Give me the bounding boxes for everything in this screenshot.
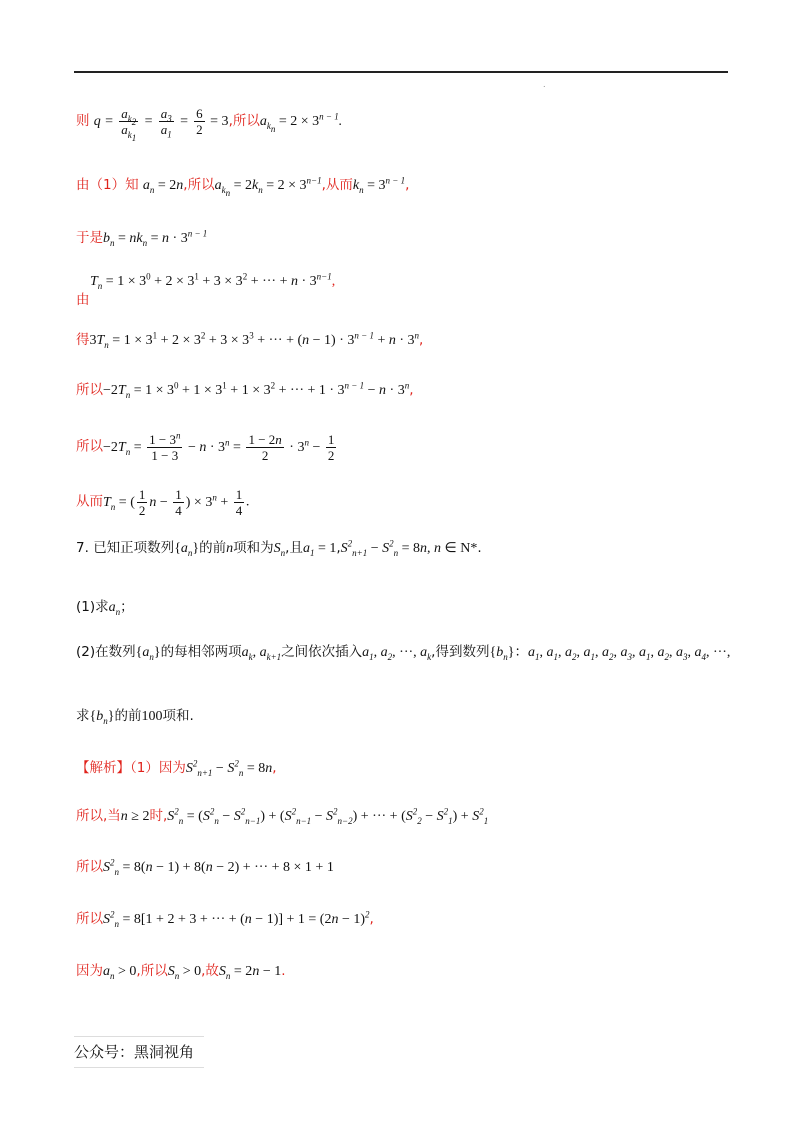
math-an: $a_n = 2n$ <box>142 178 184 195</box>
math-3tn: $3T_n = 1 \times 3^1 + 2 \times 3^2 + 3 \times 3^3$ + ··· + $(n - 1) \cdot 3^{n - 1} + n \cdot 3^n$ <box>89 330 420 350</box>
math-akn-2kn: $a_{k_n} = 2k_n = 2 \times 3^{n-1}$ <box>214 175 322 198</box>
math-kn: $k_n = 3^{n - 1}$ <box>352 175 406 195</box>
line-sum-formula: 所以$-2T_n$ = $\frac{1 - 3^n}{1 - 3}$ − $n \cdot 3^n$ = $\frac{1 - 2n}{2}$ · $3^n$ − $\frac{1}{2}$ <box>76 432 338 463</box>
math-bn: $b_n = nk_n = n \cdot 3^{n - 1}$ <box>103 228 208 248</box>
solution-line-1: 【解析】（1）因为$S^2_{n+1} - S^2_n = 8n$, <box>76 758 277 778</box>
line-bn: 于是$b_n = nk_n = n \cdot 3^{n - 1}$ <box>76 228 208 248</box>
solution-line-5: 因为$a_n > 0$,所以$S_n > 0$,故$S_n = 2n - 1$. <box>76 963 286 981</box>
math-q: q = $\frac{a_{k_2}}{a_{k_1}}$ = $\frac{a_3}{a_1}$ = $\frac{6}{2}$ = 3 <box>93 106 229 143</box>
math-minus2tn: $-2T_n = 1 \times 3^0 + 1 \times 3^1 + 1 \times 3^2$ + ··· + $1 \cdot 3^{n - 1} - n \cdot 3^n$ <box>103 380 410 400</box>
line-3tn: 得$3T_n = 1 \times 3^1 + 2 \times 3^2 + 3 \times 3^3$ + ··· + $(n - 1) \cdot 3^{n - 1} + n \cdot 3^n$, <box>76 330 424 350</box>
problem-7-part1: (1)求$a_n$； <box>76 599 134 617</box>
math-akn: $a_{k_n} = 2 \times 3^{n - 1}$ <box>259 111 339 134</box>
text-suoyi: ,所以 <box>228 113 260 130</box>
line-tn-result: 从而$T_n$ = ( $\frac{1}{2}$ n − $\frac{1}{4}$ ) × $3^n$ + $\frac{1}{4}$ . <box>76 487 250 518</box>
footer-wechat-label: 公众号：黑洞视角 <box>74 1036 204 1068</box>
problem-7-part2-cont: 求$\{b_n\}$的前100项和. <box>76 708 194 726</box>
solution-line-3: 所以$S^2_n = 8(n - 1) + 8(n - 2)$ + ··· + 8 × 1 + 1 <box>76 857 334 877</box>
math-tn-result: $T_n$ = ( $\frac{1}{2}$ n − $\frac{1}{4}$ ) × $3^n$ + $\frac{1}{4}$ <box>103 487 243 518</box>
header-rule <box>74 71 728 73</box>
text-ze: 则 <box>76 113 90 130</box>
problem-7-part2: (2)在数列$\{a_n\}$的每相邻两项$a_k$, $a_{k+1}$之间依次插入$a_1$, $a_2$, ···, $a_k$,得到数列$\{b_n\}$：$a_1$, $a_1$, $a_2$, $a_1$, $a_2$, $a_3$, $a_1$, $a_2$, $a_3$, $a_4$, ···, <box>76 644 731 662</box>
line-kn: 由（1）知 $a_n = 2n$,所以$a_{k_n} = 2k_n = 2 \times 3^{n-1}$,从而$k_n = 3^{n - 1}$, <box>76 175 410 198</box>
math-sum-formula: $-2T_n$ = $\frac{1 - 3^n}{1 - 3}$ − $n \cdot 3^n$ = $\frac{1 - 2n}{2}$ · $3^n$ − $\frac{1}{2}$ <box>103 430 335 463</box>
solution-line-2: 所以,当n ≥ 2时$,S^2_n = (S^2_n - S^2_{n-1}) + (S^2_{n-1} - S^2_{n-2})$ + ··· + $(S^2_2 - S^2_1) + S^2_1$ <box>76 806 489 826</box>
line-tn: $T_n = 1 \times 3^0 + 2 \times 3^1 + 3 \times 3^2$ + ··· + $n \cdot 3^{n-1}$, 由 <box>76 271 336 308</box>
line-q-ratio: 则 q = $\frac{a_{k_2}}{a_{k_1}}$ = $\frac{a_3}{a_1}$ = $\frac{6}{2}$ = 3,所以$a_{k_n} = 2 \times 3^{n - 1}$. <box>76 106 343 143</box>
math-tn: $T_n = 1 \times 3^0 + 2 \times 3^1 + 3 \times 3^2$ + ··· + $n \cdot 3^{n-1}$, <box>90 271 336 291</box>
solution-line-4: 所以$S^2_n = 8[1 + 2 + 3$ + ··· + $(n - 1)] + 1 = (2n - 1)^2$, <box>76 909 374 929</box>
line-minus2tn: 所以$-2T_n = 1 \times 3^0 + 1 \times 3^1 + 1 \times 3^2$ + ··· + $1 \cdot 3^{n - 1} - n \cdot 3^n$, <box>76 380 414 400</box>
problem-7-statement: 7. 已知正项数列$\{a_n\}$的前n项和为$S_n$,且$a_1 = 1,S^2_{n+1} - S^2_n = 8n$, n ∈ N*. <box>76 538 482 558</box>
header-dot: . <box>543 80 546 89</box>
